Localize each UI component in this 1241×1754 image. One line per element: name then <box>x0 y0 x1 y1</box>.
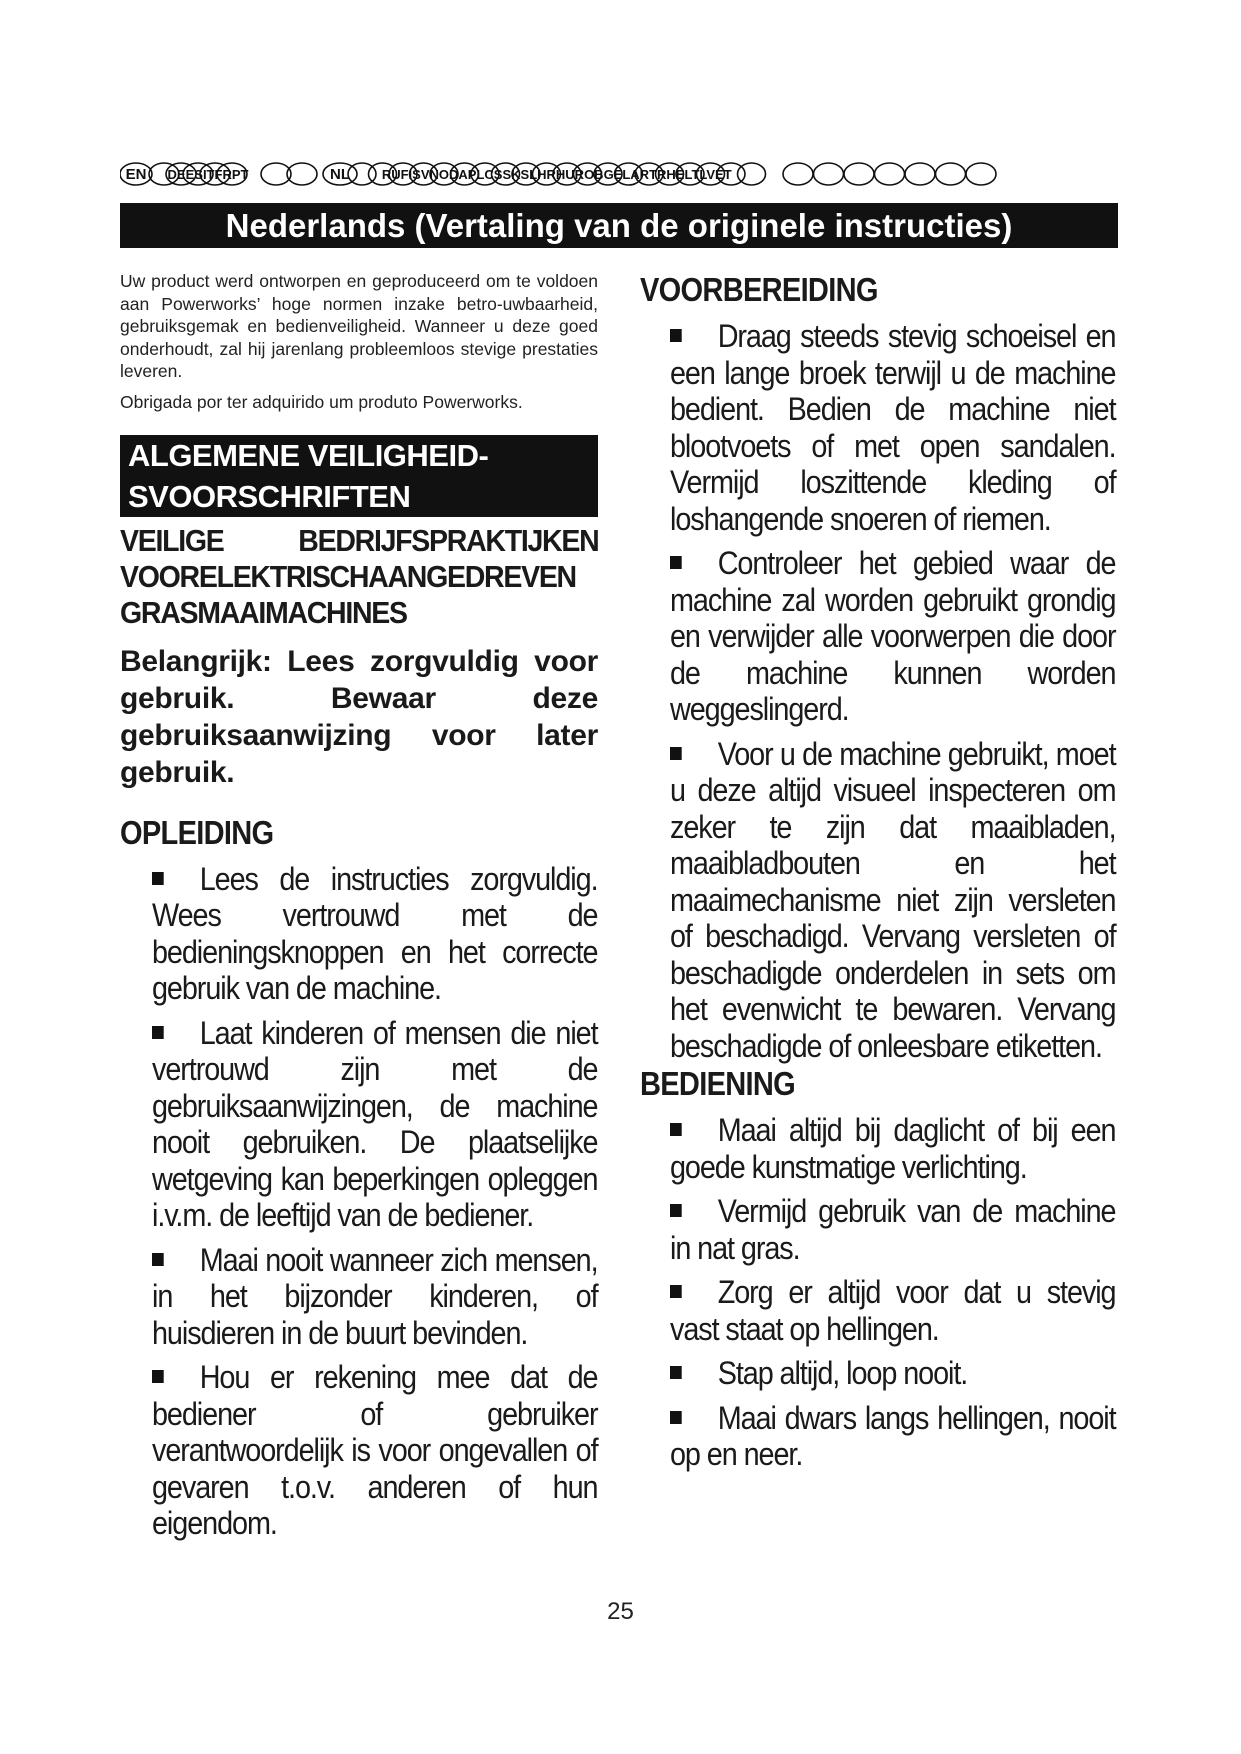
page-number: 25 <box>607 1598 634 1625</box>
language-tab <box>966 163 996 185</box>
language-tab <box>905 163 935 185</box>
list-item-text: Laat kinderen of mensen die niet vertrouwd zijn met de gebruiksaanwijzingen, de machine nooit gebruiken. De plaatselijke wetgeving kan beperkingen opleggen i.v.m. de leeftijd van de bediener. <box>152 1014 598 1233</box>
list-item <box>152 1242 598 1352</box>
list-item-text: Maai nooit wanneer zich mensen, in het bijzonder kinderen, of huisdieren in de buurt bevinden. <box>152 1241 598 1351</box>
list-item <box>670 1274 1116 1347</box>
list-item <box>152 861 598 1007</box>
bullet-icon <box>670 1285 682 1298</box>
safety-header <box>120 435 598 517</box>
bullet-icon <box>670 556 682 569</box>
practices-heading: VEILIGE BEDRIJFSPRAKTIJKEN VOORELEKTRISCHAANGEDREVEN GRASMAAIMACHINES <box>120 522 599 630</box>
training-list <box>152 861 598 1542</box>
language-tab <box>814 163 844 185</box>
language-tab <box>844 163 874 185</box>
language-tabs-graphic <box>120 160 1120 188</box>
language-tab <box>936 163 966 185</box>
language-tab-label: DEESITFRPT <box>167 167 249 182</box>
list-item-text: Lees de instructies zorgvuldig. Wees vertrouwd met de bedieningsknoppen en het correcte gebruik van de machine. <box>152 860 598 1006</box>
training-heading: OPLEIDING <box>120 813 274 851</box>
intro-paragraph: Uw product werd ontworpen en geproduceerd om te voldoen aan Powerworks’ hoge normen inzake betro-uwbaarheid, gebruiksgemak en bedienveiligheid. Wanneer u deze goed onderhoudt, zal hij jarenlang probleemloos stevige prestaties leveren. <box>120 271 598 381</box>
bullet-icon <box>152 1253 164 1266</box>
language-tab <box>875 163 905 185</box>
list-item-text: Hou er rekening mee dat de bediener of gebruiker verantwoordelijk is voor ongevallen of gevaren t.o.v. anderen of hun eigendom. <box>152 1359 598 1541</box>
language-tab <box>783 163 813 185</box>
page-title: Nederlands (Vertaling van de originele instructies) <box>120 203 1118 248</box>
list-item-text: Controleer het gebied waar de machine zal worden gebruikt grondig en verwijder alle voorwerpen die door de machine kunnen worden weggeslingerd. <box>670 545 1116 727</box>
list-item <box>152 1359 598 1542</box>
list-item-text: Voor u de machine gebruikt, moet u deze altijd visueel inspecteren om zeker te zijn dat maaibladen, maaibladbouten en het maaimechanisme niet zijn versleten of beschadigd. Vervang versleten of beschadigde onderdelen in sets om het evenwicht te bewaren. Vervang beschadigde of onleesbare etiketten. <box>670 735 1116 1064</box>
bullet-icon <box>670 747 682 760</box>
list-item <box>670 1112 1116 1185</box>
language-tab-label: EN <box>125 166 147 183</box>
list-item <box>670 545 1116 728</box>
list-item <box>670 318 1116 537</box>
list-item <box>670 736 1116 1065</box>
list-item-text: Maai altijd bij daglicht of bij een goede kunstmatige verlichting. <box>670 1112 1116 1185</box>
bullet-icon <box>670 1366 682 1379</box>
list-item-text: Zorg er altijd voor dat u stevig vast staat op hellingen. <box>670 1274 1116 1347</box>
safety-header-line-1: ALGEMENE VEILIGHEID- <box>128 437 489 473</box>
preparation-heading: VOORBEREIDING <box>640 271 878 308</box>
bullet-icon <box>670 1123 682 1136</box>
operation-list <box>670 1112 1118 1473</box>
list-item <box>152 1015 598 1234</box>
list-item-text: Maai dwars langs hellingen, nooit op en neer. <box>670 1399 1116 1472</box>
bullet-icon <box>152 1370 164 1383</box>
language-tab <box>738 163 766 185</box>
language-tab-label: RUFISVNODAPLCSSKSLHRHUROBGELARTRHELTLVET <box>381 167 732 182</box>
right-column <box>640 270 1118 1473</box>
bullet-icon <box>670 329 682 342</box>
left-column <box>120 270 598 1542</box>
safety-header-line-2: SVOORSCHRIFTEN <box>128 478 411 514</box>
operation-heading: BEDIENING <box>640 1065 796 1102</box>
language-tab-label-active: NL <box>330 166 350 183</box>
list-item-text: Vermijd gebruik van de machine in nat gras. <box>670 1193 1116 1266</box>
list-item-text: Stap altijd, loop nooit. <box>717 1355 968 1391</box>
intro-thanks: Obrigada por ter adquirido um produto Powerworks. <box>120 391 523 412</box>
list-item <box>670 1193 1116 1266</box>
preparation-list <box>670 318 1118 1064</box>
bullet-icon <box>670 1411 682 1424</box>
bullet-icon <box>670 1204 682 1217</box>
bullet-icon <box>152 872 164 885</box>
language-tab-strip <box>120 160 1120 188</box>
list-item <box>670 1355 1116 1392</box>
list-item-text: Draag steeds stevig schoeisel en een lange broek terwijl u de machine bedient. Bedien de machine niet blootvoets of met open sandalen. Vermijd loszittende kleding of loshangende snoeren of riemen. <box>670 318 1116 537</box>
important-note: Belangrijk: Lees zorgvuldig voor gebruik. Bewaar deze gebruiksaanwijzing voor later gebruik. <box>120 644 598 789</box>
list-item <box>670 1400 1116 1473</box>
bullet-icon <box>152 1026 164 1039</box>
